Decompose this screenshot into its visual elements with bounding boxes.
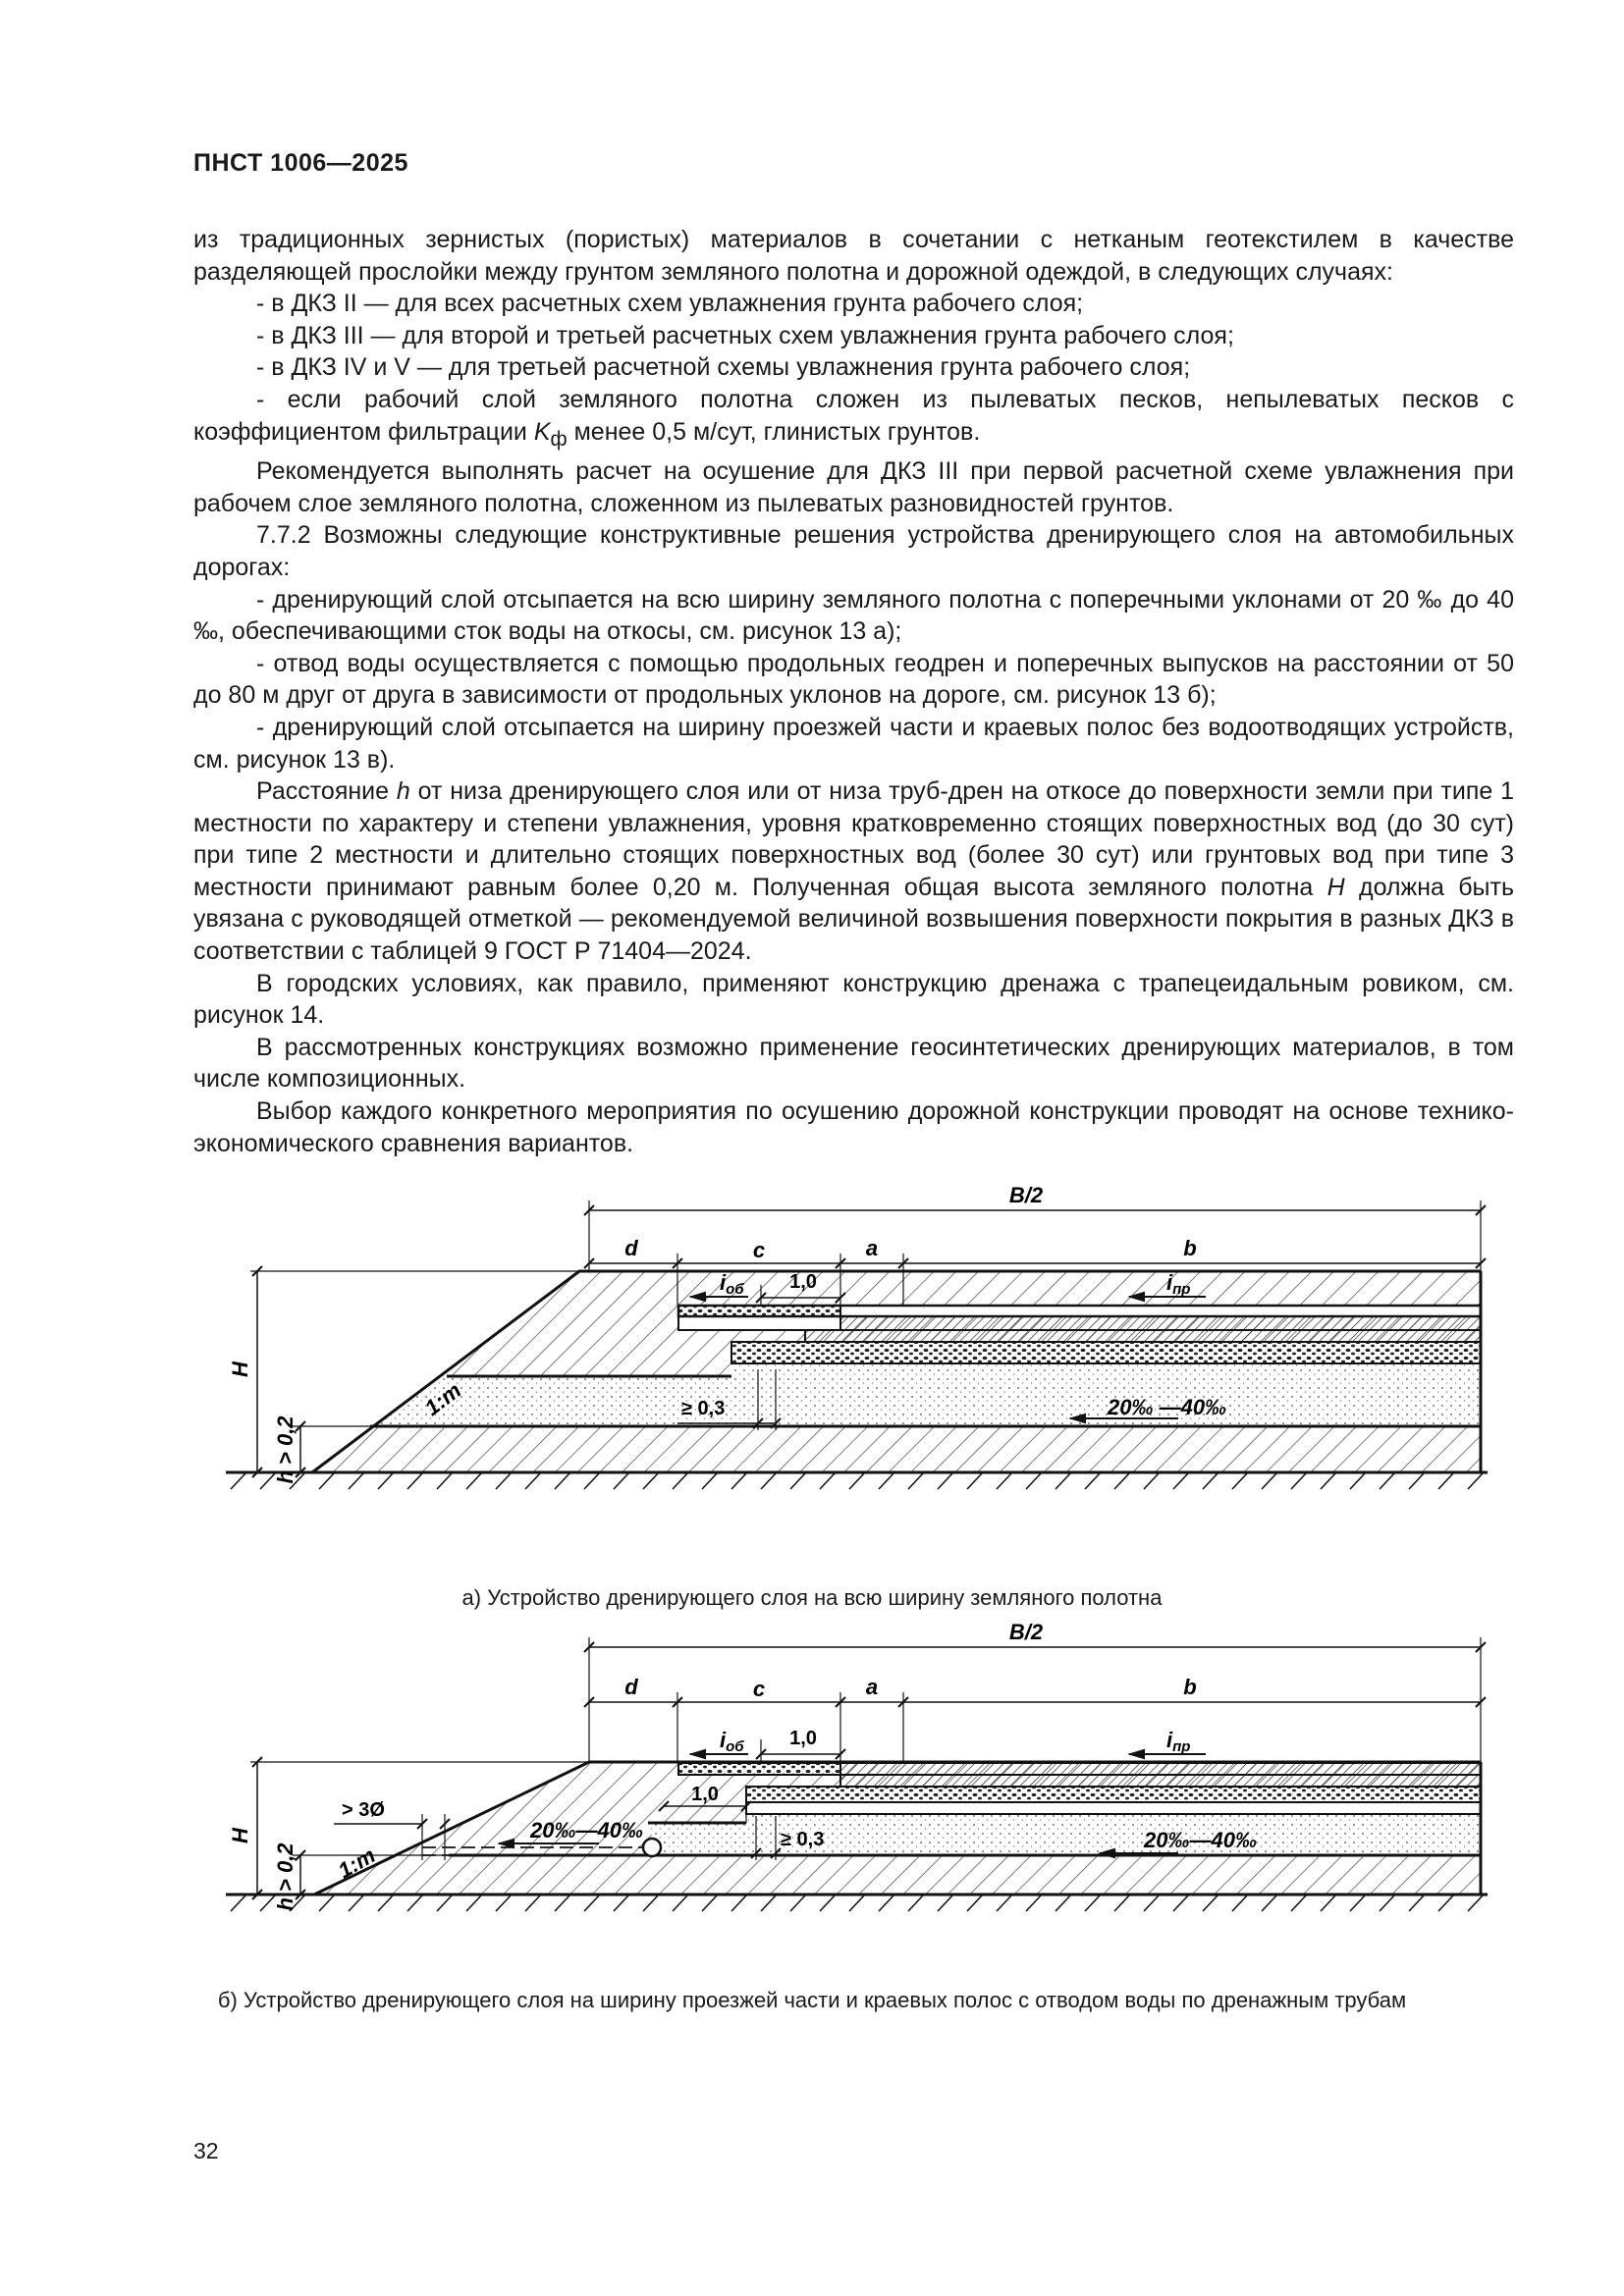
label-H: H: [228, 1362, 252, 1377]
list-item: - отвод воды осуществляется с помощью продольных геодрен и поперечных выпусков на расстоянии от 50 до 80 м друг от друга в зависимости от продольных уклонов на дороге, см. рисунок 13 б);: [193, 649, 1514, 710]
paragraph: Рекомендуется выполнять расчет на осушение для ДКЗ III при первой расчетной схеме увлажнения при рабочем слое земляного полотна, сложенном из пылеватых разновидностей грунтов.: [193, 457, 1514, 517]
text-fragment: должна быть увязана с руководящей отметкой — рекомендуемой величиной возвышения поверхности покрытия в разных ДКЗ в соответствии с таблицей 9 ГОСТ Р 71404—2024.: [193, 873, 1514, 966]
text-fragment: от низа дренирующего слоя или от низа труб-дрен на откосе до поверхности земли при типе 1 местности по характеру и степени увлажнения, уровня кратковременно стоящих поверхностных вод (до 30 сут) при типе 2 местности и длительно стоящих поверхностных вод (более 30 сут) или грунтовых вод при типе 3 местности принимают равным более 0,20 м. Полученная общая высота земляного полотна: [193, 777, 1514, 901]
figure-a-labels: [0, 1183, 1624, 1556]
label-i-pr: iпр: [1166, 1728, 1191, 1755]
label-gt3d: > 3Ø: [342, 1799, 385, 1821]
list-item: - в ДКЗ IV и V — для третьей расчетной схемы увлажнения грунта рабочего слоя;: [256, 353, 1191, 382]
label-ge03: ≥ 0,3: [681, 1398, 726, 1419]
label-b-half: B/2: [1008, 1183, 1044, 1207]
label-one-second: 1,0: [691, 1784, 719, 1805]
label-a: a: [865, 1236, 879, 1260]
label-b: b: [1183, 1236, 1197, 1260]
label-gradient: 20‰ —40‰: [1108, 1395, 1227, 1419]
label-gradient-left: 20‰—40‰: [530, 1818, 643, 1842]
label-i-ob: iоб: [720, 1728, 744, 1755]
label-b-half: B/2: [1008, 1620, 1044, 1644]
label-d: d: [624, 1236, 638, 1260]
figure-b: [0, 1620, 1624, 1944]
list-item: - в ДКЗ II — для всех расчетных схем увлажнения грунта рабочего слоя;: [256, 290, 1084, 318]
symbol-k: K: [533, 417, 551, 446]
list-item: - дренирующий слой отсыпается на всю ширину земляного полотна с поперечными уклонами от 20 ‰ до 40 ‰, обеспечивающими сток воды на откосы, см. рисунок 13 а);: [193, 585, 1514, 646]
list-item: - в ДКЗ III — для второй и третьей расчетных схем увлажнения грунта рабочего слоя;: [256, 321, 1234, 349]
label-one: 1,0: [789, 1271, 817, 1293]
paragraph: В городских условиях, как правило, применяют конструкцию дренажа с трапецеидальным ровиком, см. рисунок 14.: [193, 969, 1514, 1030]
label-h: h > 0,2: [273, 1415, 298, 1484]
label-d: d: [624, 1675, 638, 1699]
figure-b-caption: б) Устройство дренирующего слоя на ширину проезжей части и краевых полос с отводом воды по дренажным трубам: [217, 1988, 1407, 2012]
paragraph: из традиционных зернистых (пористых) материалов в сочетании с нетканым геотекстилем в качестве разделяющей прослойки между грунтом земляного полотна и дорожной одеждой, в следующих случаях:: [193, 226, 1514, 286]
page-number: 32: [193, 2138, 219, 2163]
label-c: c: [752, 1238, 766, 1262]
paragraph: В рассмотренных конструкциях возможно применение геосинтетических дренирующих материалов, в том числе композиционных.: [193, 1033, 1514, 1094]
label-b: b: [1183, 1675, 1197, 1699]
label-c: c: [752, 1677, 766, 1701]
label-H: H: [228, 1828, 252, 1843]
figure-b-drawing: [0, 1620, 1624, 1944]
document-code: ПНСТ 1006—2025: [193, 149, 408, 177]
label-slope: 1:m: [419, 1377, 466, 1420]
list-item: - дренирующий слой отсыпается на ширину проезжей части и краевых полос без водоотводящих устройств, см. рисунок 13 в).: [193, 713, 1514, 774]
symbol-h: h: [396, 777, 410, 806]
label-a: a: [865, 1675, 879, 1699]
label-i-ob: iоб: [720, 1270, 744, 1298]
label-h: h > 0,2: [273, 1842, 298, 1911]
body-text: [193, 224, 1514, 1159]
paragraph: 7.7.2 Возможны следующие конструктивные решения устройства дренирующего слоя на автомобильных дорогах:: [193, 521, 1514, 581]
label-ge03: ≥ 0,3: [781, 1829, 825, 1850]
figure-a-annotations: [0, 1183, 1624, 1556]
list-item: [193, 384, 1514, 455]
label-gradient-right: 20‰—40‰: [1144, 1828, 1257, 1852]
label-i-pr: iпр: [1166, 1270, 1191, 1298]
symbol-sub: ф: [550, 427, 568, 451]
paragraph: [193, 775, 1514, 968]
text-fragment: менее 0,5 м/сут, глинистых грунтов.: [567, 417, 981, 446]
label-one: 1,0: [789, 1728, 817, 1749]
label-slope: 1:m: [334, 1842, 380, 1884]
paragraph: Выбор каждого конкретного мероприятия по осушению дорожной конструкции проводят на основе технико-экономического сравнения вариантов.: [193, 1097, 1514, 1157]
text-fragment: - если рабочий слой земляного полотна сложен из пылеватых песков, непылеватых песков с коэффициентом фильтрации: [193, 385, 1514, 446]
figure-a-caption: а) Устройство дренирующего слоя на всю ширину земляного полотна: [461, 1585, 1163, 1610]
symbol-H: H: [1326, 873, 1345, 901]
text-fragment: Расстояние: [256, 777, 397, 806]
